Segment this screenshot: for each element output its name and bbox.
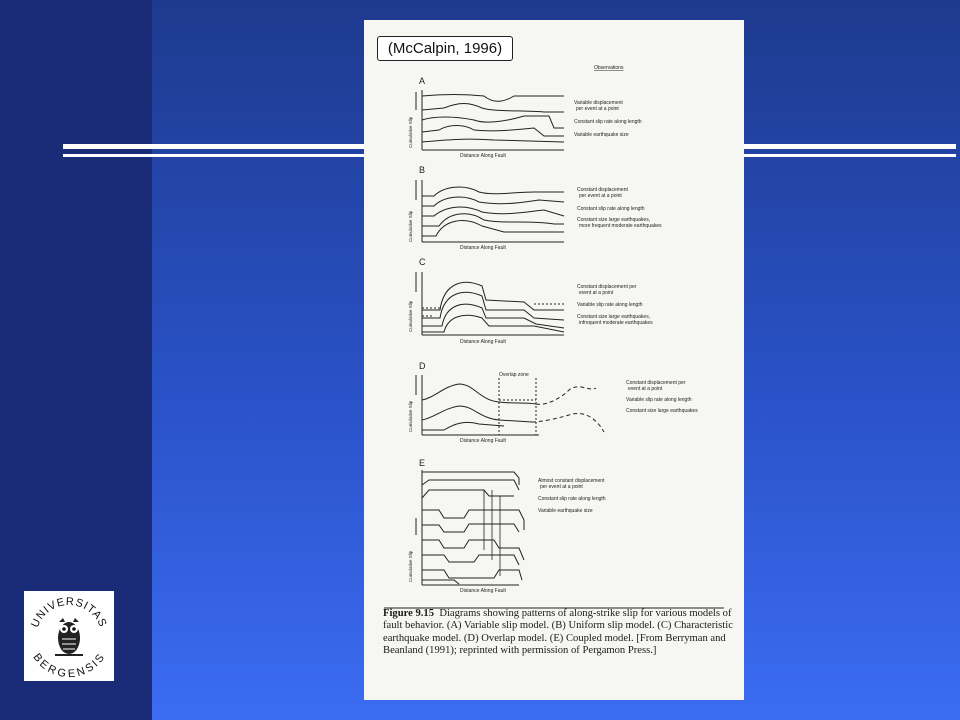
panel-e-obs-1: Almost constant displacement — [538, 478, 605, 484]
panel-c-obs-1: Constant displacement per — [577, 284, 637, 290]
panel-c-obs-2: event at a point — [579, 290, 614, 296]
panel-e — [408, 458, 606, 594]
observations-header: Observations — [594, 65, 624, 71]
panel-d-obs-2: event at a point — [628, 386, 663, 392]
panel-d-letter: D — [419, 361, 426, 371]
panel-b-x-label: Distance Along Fault — [460, 245, 506, 251]
panel-c-y-label: Cumulative Slip — [408, 300, 413, 332]
panel-b — [408, 165, 662, 251]
panel-b-obs-2: per event at a point — [579, 193, 622, 199]
panel-d-obs-1: Constant displacement per — [626, 380, 686, 386]
panel-a-obs-3: Constant slip rate along length — [574, 119, 642, 125]
panel-a-obs-1: Variable displacement — [574, 100, 623, 106]
panel-b-obs-1: Constant displacement — [577, 187, 628, 193]
panel-b-obs-3: Constant slip rate along length — [577, 206, 645, 212]
panel-c — [408, 257, 653, 345]
panel-c-x-label: Distance Along Fault — [460, 339, 506, 345]
figure-caption — [383, 608, 739, 657]
panel-e-obs-2: per event at a point — [540, 484, 583, 490]
owl-icon — [55, 618, 83, 655]
panel-e-obs-4: Variable earthquake size — [538, 508, 593, 514]
citation-label: (McCalpin, 1996) — [377, 36, 513, 61]
panel-b-letter: B — [419, 165, 426, 175]
panel-c-obs-3: Variable slip rate along length — [577, 302, 643, 308]
panel-a-obs-2: per event at a point — [576, 106, 619, 112]
caption-text: Diagrams showing patterns of along-strike slip for various models of fault behavior. (A) Variable slip model. (B) Uniform slip model. (C) Characteristic earthquake model. (D) Overlap model. (E) Coupled model. [From Berryman and Beanland (1991); reprinted with permission of Pergamon Press.] — [383, 608, 733, 656]
panel-c-obs-4: Constant size large earthquakes, — [577, 314, 651, 320]
panel-d-obs-3: Variable slip rate along length — [626, 397, 692, 403]
panel-a-y-label: Cumulative Slip — [408, 116, 413, 148]
overlap-zone-label: Overlap zone — [499, 372, 529, 378]
panel-b-obs-4: Constant size large earthquakes, — [577, 217, 651, 223]
panel-a — [408, 76, 642, 159]
caption-label: Figure 9.15 — [383, 608, 435, 619]
panel-c-letter: C — [419, 257, 426, 267]
panel-d-obs-4: Constant size large earthquakes — [626, 408, 698, 414]
panel-a-x-label: Distance Along Fault — [460, 153, 506, 159]
panel-d-x-label: Distance Along Fault — [460, 438, 506, 444]
panel-a-letter: A — [419, 76, 426, 86]
university-logo — [24, 591, 114, 681]
panel-a-obs-4: Variable earthquake size — [574, 132, 629, 138]
logo-top-text: UNIVERSITAS — [29, 595, 109, 630]
slip-model-diagram — [364, 20, 744, 620]
panel-c-obs-5: infrequent moderate earthquakes — [579, 320, 653, 326]
panel-b-y-label: Cumulative Slip — [408, 210, 413, 242]
panel-e-obs-3: Constant slip rate along length — [538, 496, 606, 502]
panel-b-obs-5: more frequent moderate earthquakes — [579, 223, 662, 229]
panel-d-y-label: Cumulative Slip — [408, 400, 413, 432]
panel-d — [408, 361, 698, 444]
logo-bottom-text: BERGENSIS — [30, 651, 108, 681]
panel-e-letter: E — [419, 458, 426, 468]
panel-e-x-label: Distance Along Fault — [460, 588, 506, 594]
panel-e-y-label: Cumulative Slip — [408, 550, 413, 582]
